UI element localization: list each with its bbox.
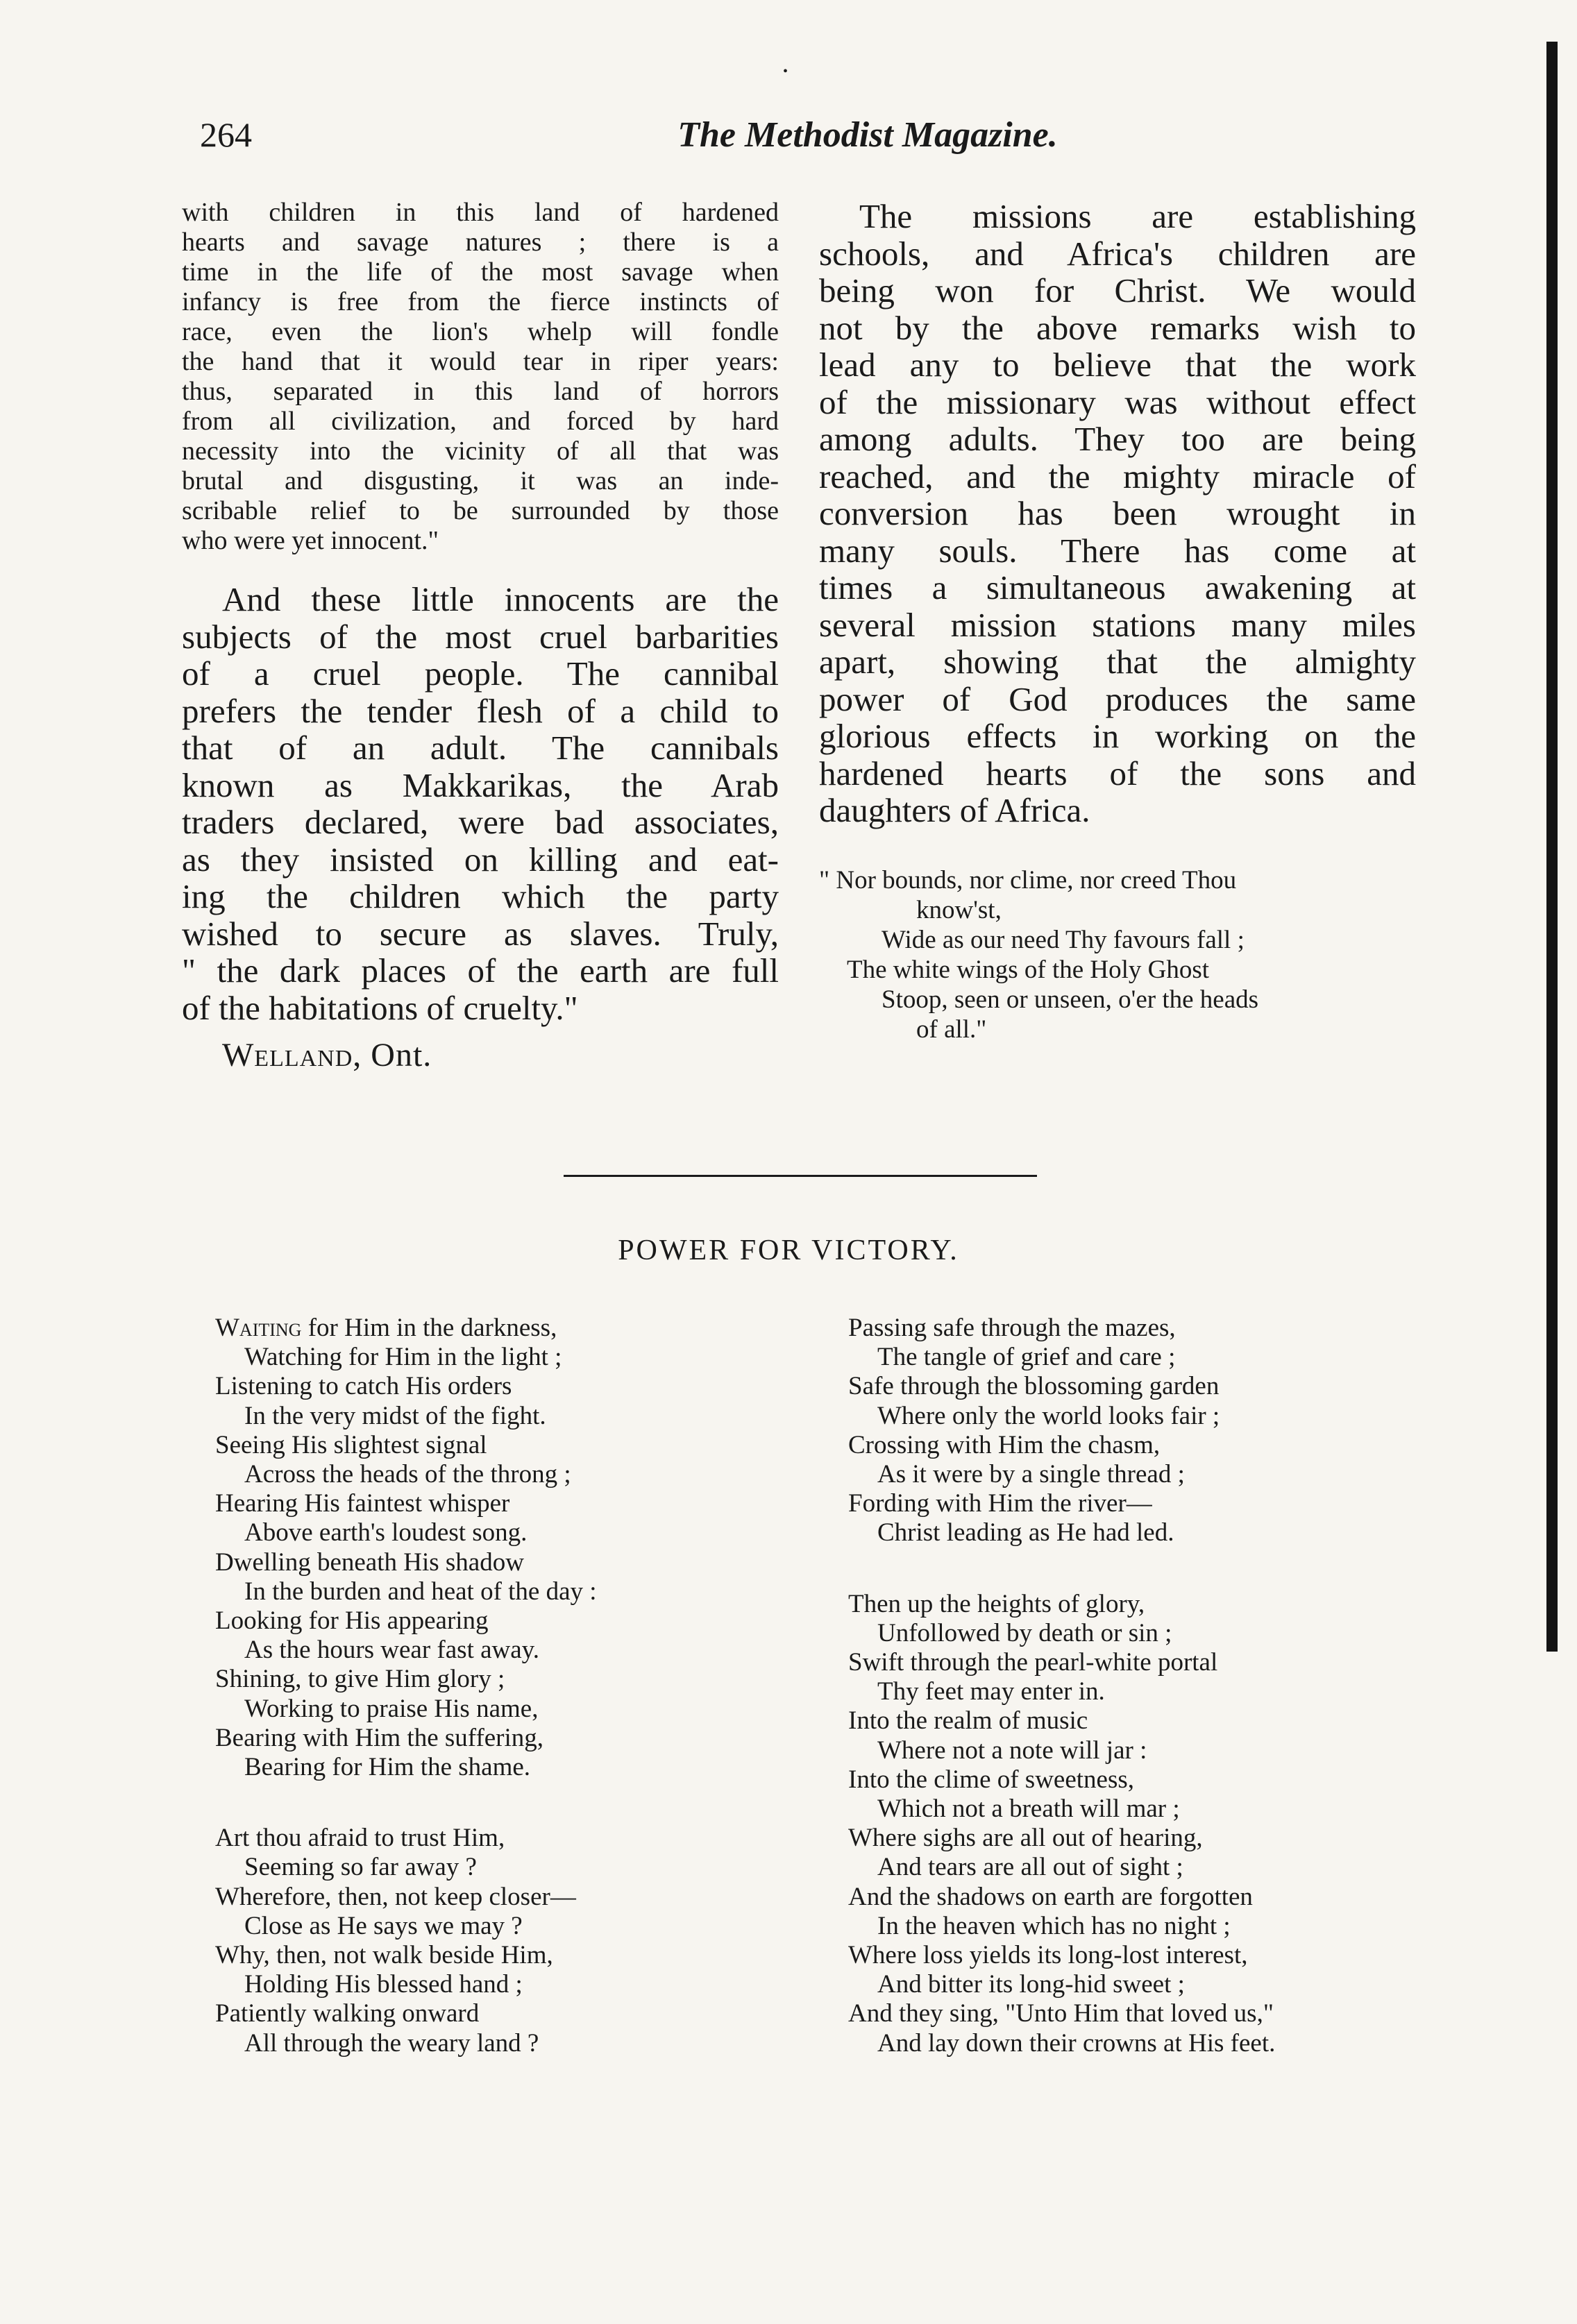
poem-line: Seeming so far away ? [244,1853,477,1882]
verse-line: know'st, [916,895,1002,924]
paragraph-line: times a simultaneous awakening at [819,568,1416,607]
poem-line: As it were by a single thread ; [877,1460,1185,1489]
paragraph-line: many souls. There has come at [819,531,1416,570]
paragraph-line: several mission stations many miles [819,605,1416,644]
verse-line: Stoop, seen or unseen, o'er the heads [882,985,1259,1014]
paragraph-line: traders declared, were bad associates, [182,803,779,841]
paragraph-line: among adults. They too are being [819,420,1416,458]
paragraph-line: daughters of Africa. [819,791,1090,829]
paragraph-line: And these little innocents are the [222,580,779,618]
poem-line: All through the weary land ? [244,2028,539,2058]
quote-line: who were yet innocent." [182,526,439,555]
poem-line: And the shadows on earth are forgotten [848,1882,1253,1911]
verse-line: of all." [916,1015,987,1044]
poem-line: In the very midst of the fight. [244,1401,546,1430]
poem-line: Shining, to give Him glory ; [215,1665,505,1694]
poem-line: In the heaven which has no night ; [877,1911,1231,1940]
poem-line: Then up the heights of glory, [848,1589,1145,1618]
poem-line: Art thou afraid to trust Him, [215,1824,505,1853]
poem-line: Why, then, not walk beside Him, [215,1941,553,1970]
poem-line: Patiently walking onward [215,1999,480,2028]
page-number: 264 [200,115,252,154]
poem-line: And lay down their crowns at His feet. [877,2028,1276,2058]
poem-line: Where loss yields its long-lost interest, [848,1941,1248,1970]
paragraph-line: reached, and the mighty miracle of [819,457,1416,495]
paragraph-line: known as Makkarikas, the Arab [182,765,779,804]
quote-line: from all civilization, and forced by hard [182,407,779,436]
paragraph-line: hardened hearts of the sons and [819,754,1416,792]
quote-line: hearts and savage natures ; there is a [182,228,779,257]
poem-line: Fording with Him the river— [848,1489,1152,1518]
quote-line: scribable relief to be surrounded by those [182,496,779,525]
poem-line: Wherefore, then, not keep closer— [215,1882,576,1911]
poem-line: Crossing with Him the chasm, [848,1430,1161,1459]
poem-line: Which not a breath will mar ; [877,1795,1180,1824]
quote-line: race, even the lion's whelp will fondle [182,317,779,346]
poem-line: Watching for Him in the light ; [244,1343,562,1372]
poem-line: Christ leading as He had led. [877,1518,1174,1547]
scan-edge-bar [1546,42,1558,1652]
quote-line: time in the life of the most savage when [182,257,779,287]
paragraph-line: prefers the tender flesh of a child to [182,691,779,730]
poem-line: And tears are all out of sight ; [877,1853,1183,1882]
poem-stanza [215,1824,784,2058]
poem-line: Above earth's loudest song. [244,1518,528,1547]
quote-line: thus, separated in this land of horrors [182,377,779,406]
paragraph-line: wished to secure as slaves. Truly, [182,914,779,953]
poem-line: Where not a note will jar : [877,1736,1147,1765]
scan-speck: • [783,64,788,79]
poem-line: Across the heads of the throng ; [244,1460,571,1489]
paragraph-line: glorious effects in working on the [819,717,1416,755]
poem-line: Where only the world looks fair ; [877,1401,1220,1430]
paragraph-line: schools, and Africa's children are [819,234,1416,273]
poem-line: Working to praise His name, [244,1694,539,1723]
paragraph-line: subjects of the most cruel barbarities [182,617,779,656]
poem-line [215,1314,784,1343]
poem-line: In the burden and heat of the day : [244,1577,597,1606]
quote-line: brutal and disgusting, it was an inde- [182,466,779,495]
paragraph-line: of a cruel people. The cannibal [182,654,779,693]
poem-line: And they sing, "Unto Him that loved us," [848,1999,1274,2028]
poem-line: Dwelling beneath His shadow [215,1547,524,1577]
poem-title: POWER FOR VICTORY. [618,1235,959,1266]
paragraph-line: conversion has been wrought in [819,494,1416,532]
poem-line: Into the clime of sweetness, [848,1765,1135,1794]
poem-line-text: for Him in the darkness, [301,1314,557,1342]
poem-line: Hearing His faintest whisper [215,1489,510,1518]
verse-line: The white wings of the Holy Ghost [847,955,1210,984]
quote-line: the hand that it would tear in riper years: [182,347,779,376]
poem-line: Thy feet may enter in. [877,1677,1105,1706]
left-paragraph [182,581,779,1026]
poem-line: Safe through the blossoming garden [848,1372,1220,1401]
verse-line: " Nor bounds, nor clime, nor creed Thou [819,865,1237,894]
poem-line: Listening to catch His orders [215,1372,512,1401]
signature-province: , Ont. [353,1037,432,1074]
paragraph-line: lead any to believe that the work [819,346,1416,384]
paragraph-line: of the missionary was without effect [819,382,1416,421]
paragraph-line: of the habitations of cruelty." [182,988,578,1027]
right-column [819,198,1416,1044]
poem-line: Bearing with Him the suffering, [215,1723,544,1752]
poem-line: Into the realm of music [848,1706,1088,1736]
poem-stanza [215,1314,784,1782]
paragraph-line: ing the children which the party [182,877,779,915]
right-paragraph [819,198,1416,829]
poem-stanza [848,1590,1445,2058]
poem-left-column [215,1314,784,2100]
poem-line: Close as He says we may ? [244,1911,523,1940]
left-quote-block [182,198,779,556]
poem-line: And bitter its long-hid sweet ; [877,1970,1185,1999]
poem-line: Unfollowed by death or sin ; [877,1618,1172,1647]
poem-line: Holding His blessed hand ; [244,1970,523,1999]
poem-right-column [848,1314,1445,2100]
paragraph-line: as they insisted on killing and eat- [182,840,779,879]
poem-line: Seeing His slightest signal [215,1430,487,1459]
poem-line: Where sighs are all out of hearing, [848,1824,1203,1853]
section-divider [564,1175,1037,1177]
poem-line: As the hours wear fast away. [244,1636,540,1665]
signature-place: Welland [222,1037,353,1074]
quote-line: with children in this land of hardened [182,198,779,227]
poem-stanza [848,1314,1445,1548]
left-column [182,198,779,1074]
paragraph-line: being won for Christ. We would [819,271,1416,309]
poem-line: Looking for His appearing [215,1606,489,1636]
quote-line: infancy is free from the fierce instincts of [182,287,779,316]
poem-initial-word: Waiting [215,1314,302,1342]
quote-line: necessity into the vicinity of all that was [182,436,779,466]
paragraph-line: apart, showing that the almighty [819,643,1416,681]
signature [182,1036,779,1074]
running-title: The Methodist Magazine. [677,115,1058,155]
paragraph-line: power of God produces the same [819,679,1416,718]
right-verse [819,865,1416,1044]
poem-line: Swift through the pearl-white portal [848,1648,1218,1677]
paragraph-line: " the dark places of the earth are full [182,951,779,990]
poem-line: Passing safe through the mazes, [848,1314,1176,1342]
paragraph-line: not by the above remarks wish to [819,308,1416,347]
verse-line: Wide as our need Thy favours fall ; [882,925,1245,954]
poem-line: The tangle of grief and care ; [877,1343,1176,1372]
poem-line: Bearing for Him the shame. [244,1753,531,1782]
paragraph-line: The missions are establishing [859,197,1416,235]
paragraph-line: that of an adult. The cannibals [182,729,779,767]
